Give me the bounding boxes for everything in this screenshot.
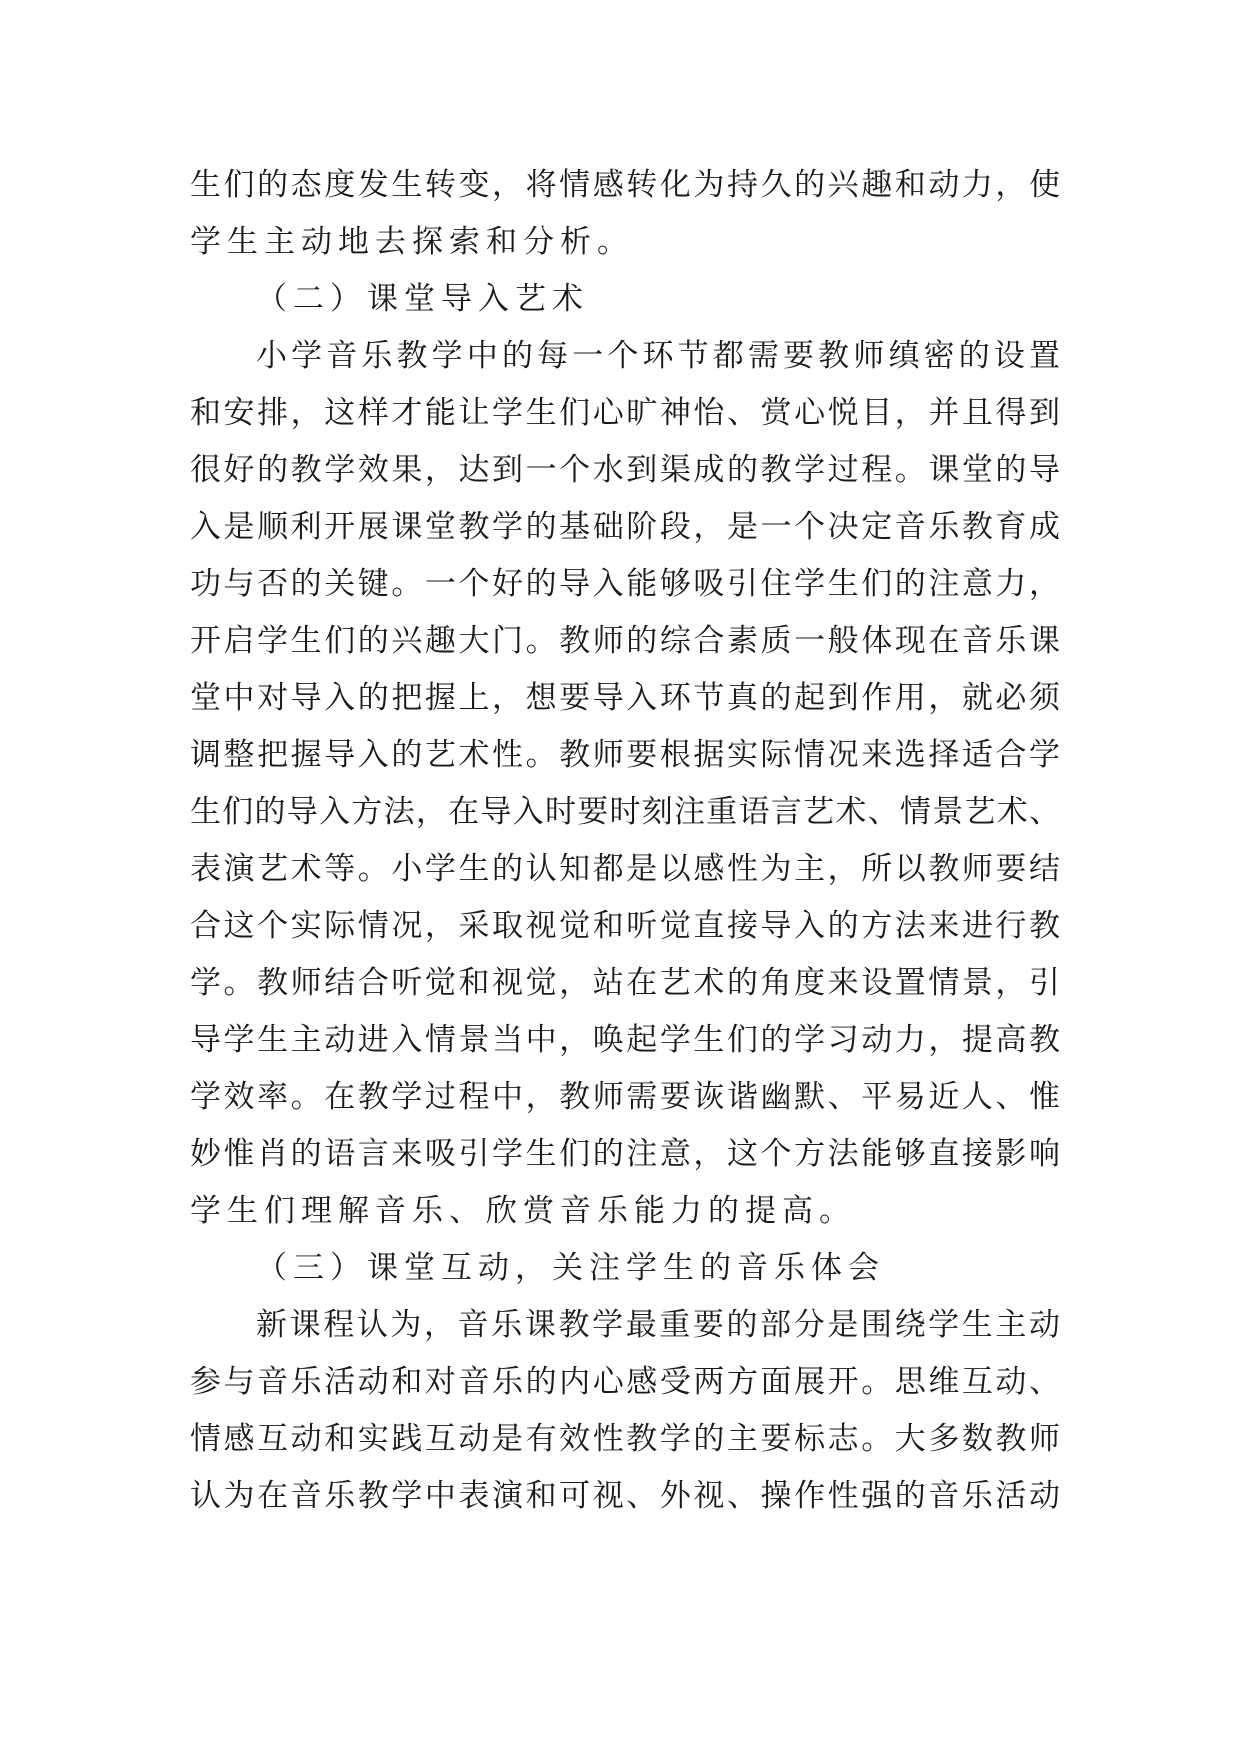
text-line-17: 学效率。在教学过程中，教师需要诙谐幽默、平易近人、惟 — [190, 1079, 1060, 1115]
section-heading-2: （二）课堂导入艺术 — [256, 281, 589, 317]
text-line-6: 很好的教学效果，达到一个水到渠成的教学过程。课堂的导 — [190, 452, 1060, 488]
text-line-15: 学。教师结合听觉和视觉，站在艺术的角度来设置情景，引 — [190, 965, 1060, 1001]
section-heading-3: （三）课堂互动，关注学生的音乐体会 — [256, 1250, 885, 1286]
text-line-11: 调整把握导入的艺术性。教师要根据实际情况来选择适合学 — [190, 737, 1060, 773]
text-line-22: 参与音乐活动和对音乐的内心感受两方面展开。思维互动、 — [190, 1364, 1060, 1400]
text-line-23: 情感互动和实践互动是有效性教学的主要标志。大多数教师 — [190, 1421, 1060, 1457]
text-line-16: 导学生主动进入情景当中，唤起学生们的学习动力，提高教 — [190, 1022, 1060, 1058]
text-line-9: 开启学生们的兴趣大门。教师的综合素质一般体现在音乐课 — [190, 623, 1060, 659]
text-line-19: 学生们理解音乐、欣赏音乐能力的提高。 — [190, 1193, 856, 1229]
text-line-1: 生们的态度发生转变，将情感转化为持久的兴趣和动力，使 — [190, 167, 1060, 203]
text-line-24: 认为在音乐教学中表演和可视、外视、操作性强的音乐活动 — [190, 1478, 1060, 1514]
text-line-5: 和安排，这样才能让学生们心旷神怡、赏心悦目，并且得到 — [190, 395, 1060, 431]
text-line-21: 新课程认为，音乐课教学最重要的部分是围绕学生主动 — [256, 1307, 1060, 1343]
text-line-18: 妙惟肖的语言来吸引学生们的注意，这个方法能够直接影响 — [190, 1136, 1060, 1172]
text-line-7: 入是顺利开展课堂教学的基础阶段，是一个决定音乐教育成 — [190, 509, 1060, 545]
text-line-8: 功与否的关键。一个好的导入能够吸引住学生们的注意力， — [190, 566, 1060, 602]
text-line-10: 堂中对导入的把握上，想要导入环节真的起到作用，就必须 — [190, 680, 1060, 716]
text-line-12: 生们的导入方法，在导入时要时刻注重语言艺术、情景艺术、 — [190, 794, 1060, 830]
text-line-13: 表演艺术等。小学生的认知都是以感性为主，所以教师要结 — [190, 851, 1060, 887]
text-line-4: 小学音乐教学中的每一个环节都需要教师缜密的设置 — [256, 338, 1060, 374]
text-line-14: 合这个实际情况，采取视觉和听觉直接导入的方法来进行教 — [190, 908, 1060, 944]
text-line-2: 学生主动地去探索和分析。 — [190, 224, 634, 260]
